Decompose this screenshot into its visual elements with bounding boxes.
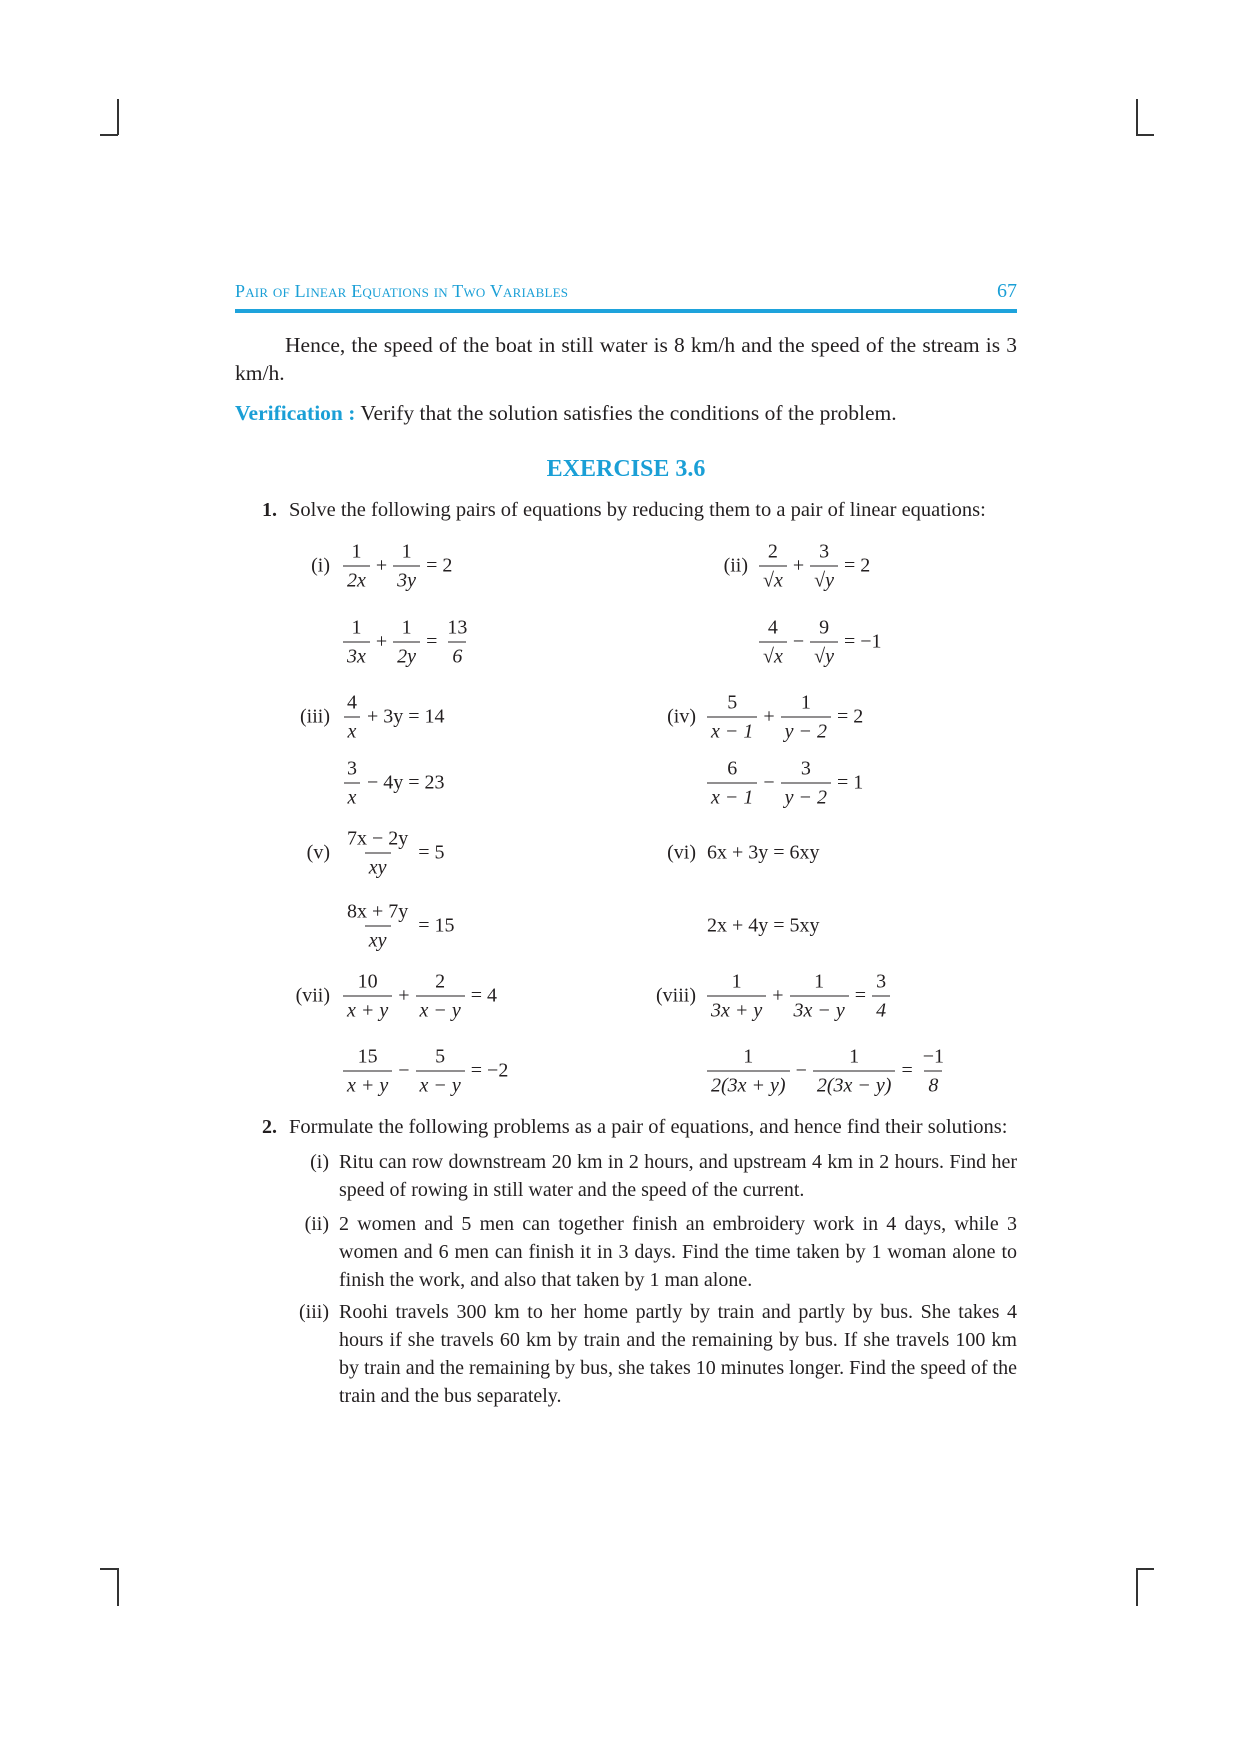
- equation-term: + 3y = 14: [367, 705, 445, 728]
- question-2: [262, 1116, 1007, 1139]
- page-number: 67: [997, 280, 1017, 302]
- fraction-denominator: 2(3x + y): [707, 1071, 790, 1098]
- fraction-numerator: 15: [357, 1045, 378, 1068]
- equation: [340, 900, 458, 953]
- fraction-denominator: 3x + y: [707, 996, 766, 1023]
- crop-mark-top-right: [1136, 99, 1138, 135]
- fraction-numerator: 13: [447, 616, 468, 639]
- crop-mark-bottom-left: [100, 1568, 118, 1570]
- fraction-denominator: 3x − y: [790, 996, 849, 1023]
- fraction-numerator: 3: [876, 970, 887, 993]
- equation-term: = 2: [837, 705, 864, 728]
- equation-term: =: [426, 630, 438, 653]
- fraction: [872, 970, 890, 1023]
- question-text: Formulate the following problems as a pair of equations, and hence find their solutions:: [289, 1116, 1008, 1138]
- fraction: [781, 691, 831, 744]
- running-header-title: Pair of Linear Equations in Two Variables: [235, 281, 569, 301]
- equation: [667, 691, 866, 744]
- fraction-numerator: 6: [727, 757, 738, 780]
- equation-term: +: [375, 630, 388, 653]
- equation: [306, 827, 448, 880]
- equation-term: = −1: [844, 630, 882, 653]
- part-label: (viii): [656, 984, 696, 1007]
- fraction: [759, 540, 787, 593]
- fraction-denominator: x − 1: [707, 783, 757, 810]
- equation-term: = 2: [844, 554, 871, 577]
- fraction: [343, 900, 412, 953]
- equation: [295, 970, 500, 1023]
- fraction-numerator: 2: [435, 970, 446, 993]
- question-number: 2.: [262, 1116, 277, 1138]
- fraction-denominator: x: [344, 783, 361, 810]
- part-label: (i): [311, 554, 330, 577]
- fraction: [343, 616, 370, 669]
- equation-term: = 5: [418, 841, 445, 864]
- question-number: 1.: [262, 499, 277, 521]
- equation-term: =: [901, 1059, 913, 1082]
- equation: [340, 616, 474, 669]
- equation: [667, 841, 823, 865]
- fraction-numerator: 1: [351, 540, 362, 563]
- fraction: [810, 616, 838, 669]
- fraction: [416, 1045, 465, 1098]
- fraction-numerator: 3: [819, 540, 830, 563]
- fraction: [416, 970, 465, 1023]
- equation-term: = 2: [426, 554, 453, 577]
- fraction: [810, 540, 838, 593]
- fraction: [707, 1045, 790, 1098]
- fraction: [343, 757, 361, 810]
- problem-item: [310, 1148, 1017, 1204]
- question-1: [262, 499, 986, 522]
- equation: [704, 757, 866, 810]
- fraction: [790, 970, 849, 1023]
- problem-text: Ritu can row downstream 20 km in 2 hours, and upstream 4 km in 2 hours. Find her speed of rowing in still water and the speed of the current.: [339, 1151, 1017, 1201]
- fraction-denominator: x: [344, 717, 361, 744]
- equation-term: = −2: [470, 1059, 509, 1082]
- fraction-denominator: 6: [448, 642, 466, 669]
- equation-term: − 4y = 23: [367, 771, 445, 794]
- equation-term: −: [398, 1059, 410, 1082]
- part-label: (ii): [723, 554, 748, 577]
- equation: [756, 616, 885, 669]
- problem-label: (ii): [304, 1213, 329, 1235]
- fraction: [813, 1045, 896, 1098]
- equation: [340, 1045, 511, 1098]
- conclusion-paragraph: Hence, the speed of the boat in still water is 8 km/h and the speed of the stream is 3 km/h.: [235, 333, 1017, 385]
- fraction-numerator: 9: [819, 616, 830, 639]
- part-label: (iii): [300, 705, 330, 728]
- fraction-denominator: 2(3x − y): [813, 1071, 896, 1098]
- fraction-numerator: 1: [814, 970, 825, 993]
- fraction-numerator: 5: [435, 1045, 446, 1068]
- equation: [704, 915, 823, 938]
- fraction: [919, 1045, 948, 1098]
- crop-mark-bottom-right: [1136, 1568, 1138, 1606]
- fraction-numerator: 1: [849, 1045, 860, 1068]
- equation-term: +: [398, 984, 410, 1007]
- equation-term: 6x + 3y = 6xy: [707, 841, 820, 864]
- fraction-denominator: 4: [872, 996, 890, 1023]
- equation: [704, 1045, 951, 1098]
- fraction-denominator: √x: [759, 642, 787, 669]
- fraction-denominator: x − y: [416, 1071, 465, 1098]
- equation: [723, 540, 873, 593]
- header-rule: [235, 309, 1017, 313]
- equation-term: +: [792, 554, 805, 577]
- fraction-numerator: 1: [800, 691, 811, 714]
- fraction-numerator: 1: [731, 970, 742, 993]
- fraction-denominator: x − 1: [707, 717, 757, 744]
- fraction-numerator: 5: [727, 691, 738, 714]
- fraction-denominator: 2y: [393, 642, 420, 669]
- equation-term: = 15: [418, 914, 455, 937]
- equation-term: 2x + 4y = 5xy: [707, 914, 820, 937]
- part-label: (iv): [667, 705, 696, 728]
- fraction-denominator: x + y: [343, 1071, 392, 1098]
- equation-term: −: [792, 630, 805, 653]
- fraction-numerator: 4: [347, 691, 357, 714]
- fraction-numerator: 2: [767, 540, 778, 563]
- fraction-numerator: 1: [401, 540, 412, 563]
- exercise-title: EXERCISE 3.6: [546, 456, 706, 482]
- verification-label: Verification :: [235, 401, 356, 425]
- fraction-denominator: x + y: [343, 996, 392, 1023]
- problem-label: (i): [310, 1151, 329, 1173]
- fraction-denominator: √y: [810, 642, 838, 669]
- part-label: (v): [306, 841, 330, 864]
- fraction: [707, 757, 757, 810]
- equation: [300, 691, 448, 744]
- fraction-numerator: 1: [351, 616, 362, 639]
- equation-term: +: [763, 705, 775, 728]
- equation-term: +: [772, 984, 784, 1007]
- fraction: [707, 970, 766, 1023]
- crop-mark-top-left: [100, 134, 118, 136]
- fraction: [393, 540, 420, 593]
- fraction: [759, 616, 787, 669]
- equation-term: −: [763, 771, 775, 794]
- equation: [311, 540, 455, 593]
- equation: [656, 970, 893, 1023]
- crop-mark-top-right: [1136, 134, 1154, 136]
- fraction-denominator: y − 2: [781, 783, 831, 810]
- fraction-numerator: 3: [800, 757, 811, 780]
- equation-term: = 1: [837, 771, 864, 794]
- fraction-numerator: 4: [767, 616, 778, 639]
- equation-term: +: [375, 554, 388, 577]
- problem-item: [299, 1298, 1017, 1410]
- fraction-denominator: xy: [365, 853, 391, 880]
- fraction: [443, 616, 471, 669]
- fraction-denominator: √y: [810, 566, 838, 593]
- fraction-denominator: 3x: [343, 642, 370, 669]
- part-label: (vii): [295, 984, 330, 1007]
- fraction: [343, 540, 370, 593]
- fraction-denominator: 8: [924, 1071, 942, 1098]
- fraction-numerator: 3: [347, 757, 357, 780]
- fraction: [343, 691, 361, 744]
- fraction-numerator: 1: [743, 1045, 754, 1068]
- fraction-denominator: 3y: [393, 566, 420, 593]
- part-label: (vi): [667, 841, 696, 864]
- fraction: [343, 1045, 392, 1098]
- fraction: [343, 827, 412, 880]
- crop-mark-bottom-left: [117, 1568, 119, 1606]
- equation-term: = 4: [470, 984, 498, 1007]
- fraction-numerator: −1: [922, 1045, 944, 1068]
- fraction: [343, 970, 392, 1023]
- fraction: [393, 616, 420, 669]
- crop-mark-top-left: [117, 99, 119, 135]
- equation-term: −: [795, 1059, 807, 1082]
- question-text: Solve the following pairs of equations by reducing them to a pair of linear equations:: [289, 499, 986, 521]
- verification-text: Verify that the solution satisfies the conditions of the problem.: [355, 401, 897, 425]
- fraction-denominator: x − y: [416, 996, 465, 1023]
- problem-text: Roohi travels 300 km to her home partly by train and partly by bus. She takes 4 hours if she travels 60 km by train and the remaining by bus. If she travels 100 km by train and the remaining by bus, she takes 10 minutes longer. Find the speed of the train and the bus separately.: [339, 1301, 1017, 1407]
- fraction: [707, 691, 757, 744]
- fraction-numerator: 8x + 7y: [347, 900, 409, 923]
- problem-text: 2 women and 5 men can together finish an embroidery work in 4 days, while 3 women and 6 men can finish it in 3 days. Find the time taken by 1 woman alone to finish the work, and also that taken by 1 man alone.: [339, 1213, 1017, 1291]
- fraction: [781, 757, 831, 810]
- fraction-denominator: xy: [365, 926, 391, 953]
- equation: [340, 757, 448, 810]
- fraction-numerator: 1: [401, 616, 412, 639]
- fraction-denominator: 2x: [343, 566, 370, 593]
- fraction-denominator: y − 2: [781, 717, 831, 744]
- crop-mark-bottom-right: [1136, 1568, 1154, 1570]
- problem-item: [304, 1210, 1017, 1294]
- verification-paragraph: [235, 399, 1017, 427]
- equation-term: =: [854, 984, 867, 1007]
- fraction-denominator: √x: [759, 566, 787, 593]
- problem-label: (iii): [299, 1301, 329, 1323]
- fraction-numerator: 10: [357, 970, 378, 993]
- fraction-numerator: 7x − 2y: [347, 827, 409, 850]
